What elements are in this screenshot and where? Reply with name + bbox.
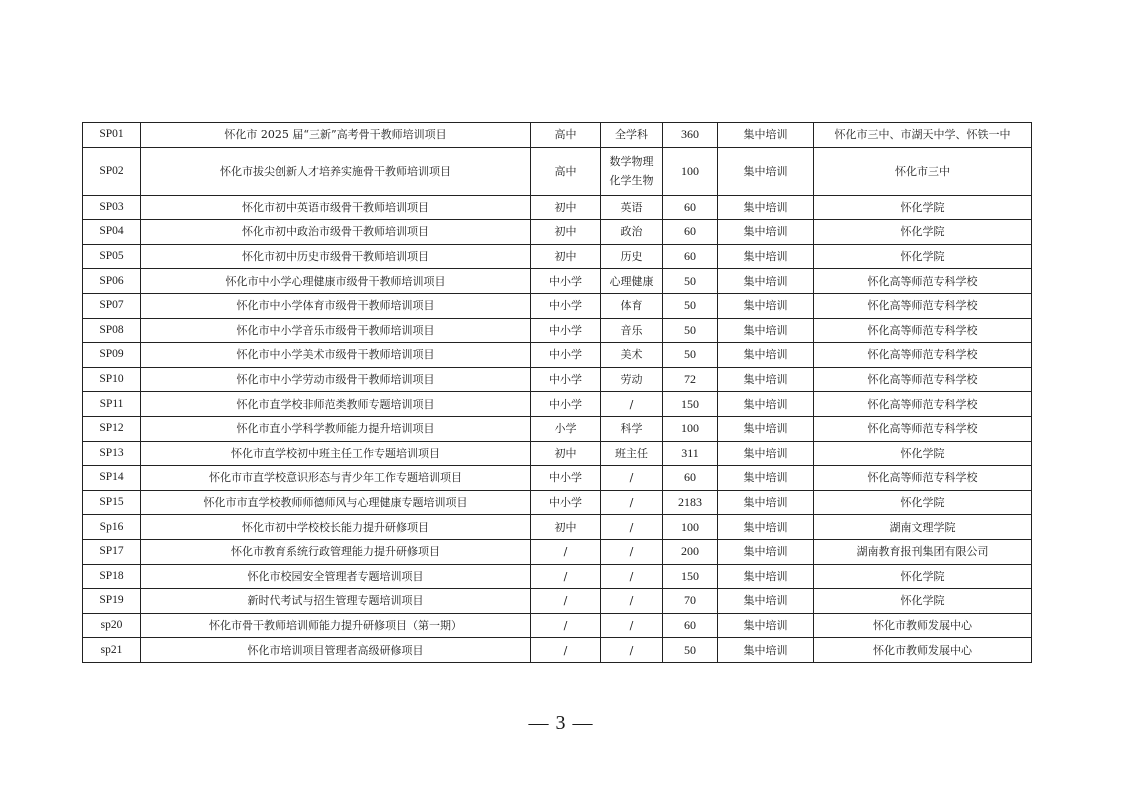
training-mode-cell: 集中培训 bbox=[718, 220, 814, 245]
table-row bbox=[83, 490, 1032, 515]
institution-cell: 湖南文理学院 bbox=[814, 515, 1032, 540]
table-row bbox=[83, 244, 1032, 269]
subject-cell: 劳动 bbox=[601, 367, 663, 392]
school-level-cell: 中小学 bbox=[531, 343, 601, 368]
project-code-cell: SP09 bbox=[83, 343, 141, 368]
project-code-cell: SP02 bbox=[83, 147, 141, 195]
project-name-cell: 怀化市中小学体育市级骨干教师培训项目 bbox=[141, 293, 531, 318]
subject-cell: 班主任 bbox=[601, 441, 663, 466]
subject-cell: 美术 bbox=[601, 343, 663, 368]
project-name-cell: 怀化市骨干教师培训师能力提升研修项目（第一期） bbox=[141, 613, 531, 638]
table-row bbox=[83, 318, 1032, 343]
school-level-cell: 中小学 bbox=[531, 392, 601, 417]
table-row bbox=[83, 441, 1032, 466]
project-name-cell: 怀化市直学校非师范类教师专题培训项目 bbox=[141, 392, 531, 417]
project-code-cell: SP15 bbox=[83, 490, 141, 515]
participant-count-cell: 50 bbox=[663, 293, 718, 318]
training-mode-cell: 集中培训 bbox=[718, 367, 814, 392]
project-name-cell: 怀化市中小学音乐市级骨干教师培训项目 bbox=[141, 318, 531, 343]
institution-cell: 怀化市三中 bbox=[814, 147, 1032, 195]
project-name-cell: 怀化市校园安全管理者专题培训项目 bbox=[141, 564, 531, 589]
subject-cell: / bbox=[601, 490, 663, 515]
participant-count-cell: 50 bbox=[663, 343, 718, 368]
project-name-cell: 新时代考试与招生管理专题培训项目 bbox=[141, 589, 531, 614]
training-mode-cell: 集中培训 bbox=[718, 147, 814, 195]
project-code-cell: SP04 bbox=[83, 220, 141, 245]
table-row bbox=[83, 416, 1032, 441]
table-row bbox=[83, 589, 1032, 614]
institution-cell: 怀化高等师范专科学校 bbox=[814, 416, 1032, 441]
institution-cell: 怀化高等师范专科学校 bbox=[814, 293, 1032, 318]
training-mode-cell: 集中培训 bbox=[718, 638, 814, 663]
subject-cell: / bbox=[601, 589, 663, 614]
project-code-cell: SP14 bbox=[83, 466, 141, 491]
participant-count-cell: 60 bbox=[663, 220, 718, 245]
institution-cell: 怀化学院 bbox=[814, 220, 1032, 245]
participant-count-cell: 60 bbox=[663, 195, 718, 220]
training-mode-cell: 集中培训 bbox=[718, 392, 814, 417]
participant-count-cell: 200 bbox=[663, 539, 718, 564]
school-level-cell: 中小学 bbox=[531, 269, 601, 294]
table-row bbox=[83, 343, 1032, 368]
table-row bbox=[83, 539, 1032, 564]
school-level-cell: 初中 bbox=[531, 220, 601, 245]
institution-cell: 怀化高等师范专科学校 bbox=[814, 367, 1032, 392]
table-row bbox=[83, 220, 1032, 245]
table-row bbox=[83, 564, 1032, 589]
participant-count-cell: 50 bbox=[663, 269, 718, 294]
training-mode-cell: 集中培训 bbox=[718, 441, 814, 466]
participant-count-cell: 60 bbox=[663, 244, 718, 269]
institution-cell: 怀化高等师范专科学校 bbox=[814, 392, 1032, 417]
school-level-cell: 高中 bbox=[531, 123, 601, 148]
project-name-cell: 怀化市拔尖创新人才培养实施骨干教师培训项目 bbox=[141, 147, 531, 195]
project-code-cell: SP18 bbox=[83, 564, 141, 589]
project-code-cell: SP12 bbox=[83, 416, 141, 441]
project-code-cell: SP06 bbox=[83, 269, 141, 294]
page-number: — 3 — bbox=[528, 712, 594, 734]
project-code-cell: SP13 bbox=[83, 441, 141, 466]
participant-count-cell: 70 bbox=[663, 589, 718, 614]
project-name-cell: 怀化市中小学美术市级骨干教师培训项目 bbox=[141, 343, 531, 368]
subject-cell: 英语 bbox=[601, 195, 663, 220]
project-name-cell: 怀化市 2025 届“三新”高考骨干教师培训项目 bbox=[141, 123, 531, 148]
training-mode-cell: 集中培训 bbox=[718, 466, 814, 491]
subject-cell: / bbox=[601, 392, 663, 417]
table-row bbox=[83, 515, 1032, 540]
institution-cell: 怀化学院 bbox=[814, 441, 1032, 466]
project-code-cell: SP10 bbox=[83, 367, 141, 392]
table-row bbox=[83, 147, 1032, 195]
subject-cell: 全学科 bbox=[601, 123, 663, 148]
school-level-cell: 初中 bbox=[531, 195, 601, 220]
participant-count-cell: 360 bbox=[663, 123, 718, 148]
institution-cell: 怀化市三中、市湖天中学、怀铁一中 bbox=[814, 123, 1032, 148]
training-mode-cell: 集中培训 bbox=[718, 564, 814, 589]
participant-count-cell: 150 bbox=[663, 564, 718, 589]
participant-count-cell: 100 bbox=[663, 416, 718, 441]
participant-count-cell: 100 bbox=[663, 515, 718, 540]
training-mode-cell: 集中培训 bbox=[718, 613, 814, 638]
school-level-cell: 高中 bbox=[531, 147, 601, 195]
school-level-cell: / bbox=[531, 589, 601, 614]
subject-cell: 音乐 bbox=[601, 318, 663, 343]
subject-cell: 心理健康 bbox=[601, 269, 663, 294]
institution-cell: 怀化学院 bbox=[814, 589, 1032, 614]
institution-cell: 怀化学院 bbox=[814, 195, 1032, 220]
table-row bbox=[83, 367, 1032, 392]
subject-cell: / bbox=[601, 638, 663, 663]
participant-count-cell: 60 bbox=[663, 613, 718, 638]
participant-count-cell: 311 bbox=[663, 441, 718, 466]
training-mode-cell: 集中培训 bbox=[718, 515, 814, 540]
school-level-cell: 中小学 bbox=[531, 367, 601, 392]
training-mode-cell: 集中培训 bbox=[718, 589, 814, 614]
training-projects-table bbox=[82, 122, 1032, 663]
institution-cell: 怀化市教师发展中心 bbox=[814, 638, 1032, 663]
school-level-cell: / bbox=[531, 564, 601, 589]
participant-count-cell: 50 bbox=[663, 318, 718, 343]
project-name-cell: 怀化市中小学劳动市级骨干教师培训项目 bbox=[141, 367, 531, 392]
school-level-cell: 初中 bbox=[531, 244, 601, 269]
project-name-cell: 怀化市初中历史市级骨干教师培训项目 bbox=[141, 244, 531, 269]
training-mode-cell: 集中培训 bbox=[718, 343, 814, 368]
school-level-cell: 小学 bbox=[531, 416, 601, 441]
project-code-cell: SP01 bbox=[83, 123, 141, 148]
school-level-cell: 初中 bbox=[531, 515, 601, 540]
participant-count-cell: 72 bbox=[663, 367, 718, 392]
institution-cell: 怀化学院 bbox=[814, 244, 1032, 269]
participant-count-cell: 150 bbox=[663, 392, 718, 417]
school-level-cell: 中小学 bbox=[531, 318, 601, 343]
table-row bbox=[83, 195, 1032, 220]
subject-cell: / bbox=[601, 613, 663, 638]
table-row bbox=[83, 123, 1032, 148]
project-code-cell: sp20 bbox=[83, 613, 141, 638]
project-code-cell: SP17 bbox=[83, 539, 141, 564]
subject-cell: / bbox=[601, 539, 663, 564]
subject-cell: / bbox=[601, 564, 663, 589]
training-mode-cell: 集中培训 bbox=[718, 490, 814, 515]
institution-cell: 怀化高等师范专科学校 bbox=[814, 343, 1032, 368]
participant-count-cell: 2183 bbox=[663, 490, 718, 515]
project-code-cell: SP08 bbox=[83, 318, 141, 343]
project-name-cell: 怀化市中小学心理健康市级骨干教师培训项目 bbox=[141, 269, 531, 294]
institution-cell: 怀化高等师范专科学校 bbox=[814, 466, 1032, 491]
subject-cell: / bbox=[601, 466, 663, 491]
school-level-cell: 中小学 bbox=[531, 490, 601, 515]
institution-cell: 怀化高等师范专科学校 bbox=[814, 318, 1032, 343]
project-name-cell: 怀化市教育系统行政管理能力提升研修项目 bbox=[141, 539, 531, 564]
project-code-cell: SP03 bbox=[83, 195, 141, 220]
table-row bbox=[83, 638, 1032, 663]
project-name-cell: 怀化市初中学校校长能力提升研修项目 bbox=[141, 515, 531, 540]
participant-count-cell: 50 bbox=[663, 638, 718, 663]
school-level-cell: / bbox=[531, 613, 601, 638]
table-row bbox=[83, 466, 1032, 491]
project-name-cell: 怀化市直小学科学教师能力提升培训项目 bbox=[141, 416, 531, 441]
school-level-cell: 中小学 bbox=[531, 466, 601, 491]
training-mode-cell: 集中培训 bbox=[718, 293, 814, 318]
training-mode-cell: 集中培训 bbox=[718, 416, 814, 441]
participant-count-cell: 100 bbox=[663, 147, 718, 195]
project-code-cell: SP05 bbox=[83, 244, 141, 269]
institution-cell: 怀化市教师发展中心 bbox=[814, 613, 1032, 638]
school-level-cell: / bbox=[531, 539, 601, 564]
training-mode-cell: 集中培训 bbox=[718, 318, 814, 343]
table-row bbox=[83, 392, 1032, 417]
project-name-cell: 怀化市初中英语市级骨干教师培训项目 bbox=[141, 195, 531, 220]
training-mode-cell: 集中培训 bbox=[718, 123, 814, 148]
institution-cell: 怀化学院 bbox=[814, 564, 1032, 589]
subject-cell: / bbox=[601, 515, 663, 540]
project-name-cell: 怀化市培训项目管理者高级研修项目 bbox=[141, 638, 531, 663]
training-mode-cell: 集中培训 bbox=[718, 269, 814, 294]
project-code-cell: sp21 bbox=[83, 638, 141, 663]
institution-cell: 怀化高等师范专科学校 bbox=[814, 269, 1032, 294]
school-level-cell: / bbox=[531, 638, 601, 663]
project-code-cell: SP07 bbox=[83, 293, 141, 318]
subject-cell: 体育 bbox=[601, 293, 663, 318]
training-mode-cell: 集中培训 bbox=[718, 195, 814, 220]
project-name-cell: 怀化市初中政治市级骨干教师培训项目 bbox=[141, 220, 531, 245]
training-mode-cell: 集中培训 bbox=[718, 244, 814, 269]
school-level-cell: 中小学 bbox=[531, 293, 601, 318]
participant-count-cell: 60 bbox=[663, 466, 718, 491]
table-body bbox=[83, 123, 1032, 663]
project-name-cell: 怀化市市直学校教师师德师风与心理健康专题培训项目 bbox=[141, 490, 531, 515]
subject-cell: 历史 bbox=[601, 244, 663, 269]
table-row bbox=[83, 613, 1032, 638]
subject-cell: 数学物理 化学生物 bbox=[601, 147, 663, 195]
project-name-cell: 怀化市市直学校意识形态与青少年工作专题培训项目 bbox=[141, 466, 531, 491]
project-name-cell: 怀化市直学校初中班主任工作专题培训项目 bbox=[141, 441, 531, 466]
project-code-cell: Sp16 bbox=[83, 515, 141, 540]
subject-cell: 政治 bbox=[601, 220, 663, 245]
institution-cell: 湖南教育报刊集团有限公司 bbox=[814, 539, 1032, 564]
subject-cell: 科学 bbox=[601, 416, 663, 441]
table-row bbox=[83, 293, 1032, 318]
training-mode-cell: 集中培训 bbox=[718, 539, 814, 564]
project-code-cell: SP19 bbox=[83, 589, 141, 614]
project-code-cell: SP11 bbox=[83, 392, 141, 417]
school-level-cell: 初中 bbox=[531, 441, 601, 466]
institution-cell: 怀化学院 bbox=[814, 490, 1032, 515]
table-row bbox=[83, 269, 1032, 294]
